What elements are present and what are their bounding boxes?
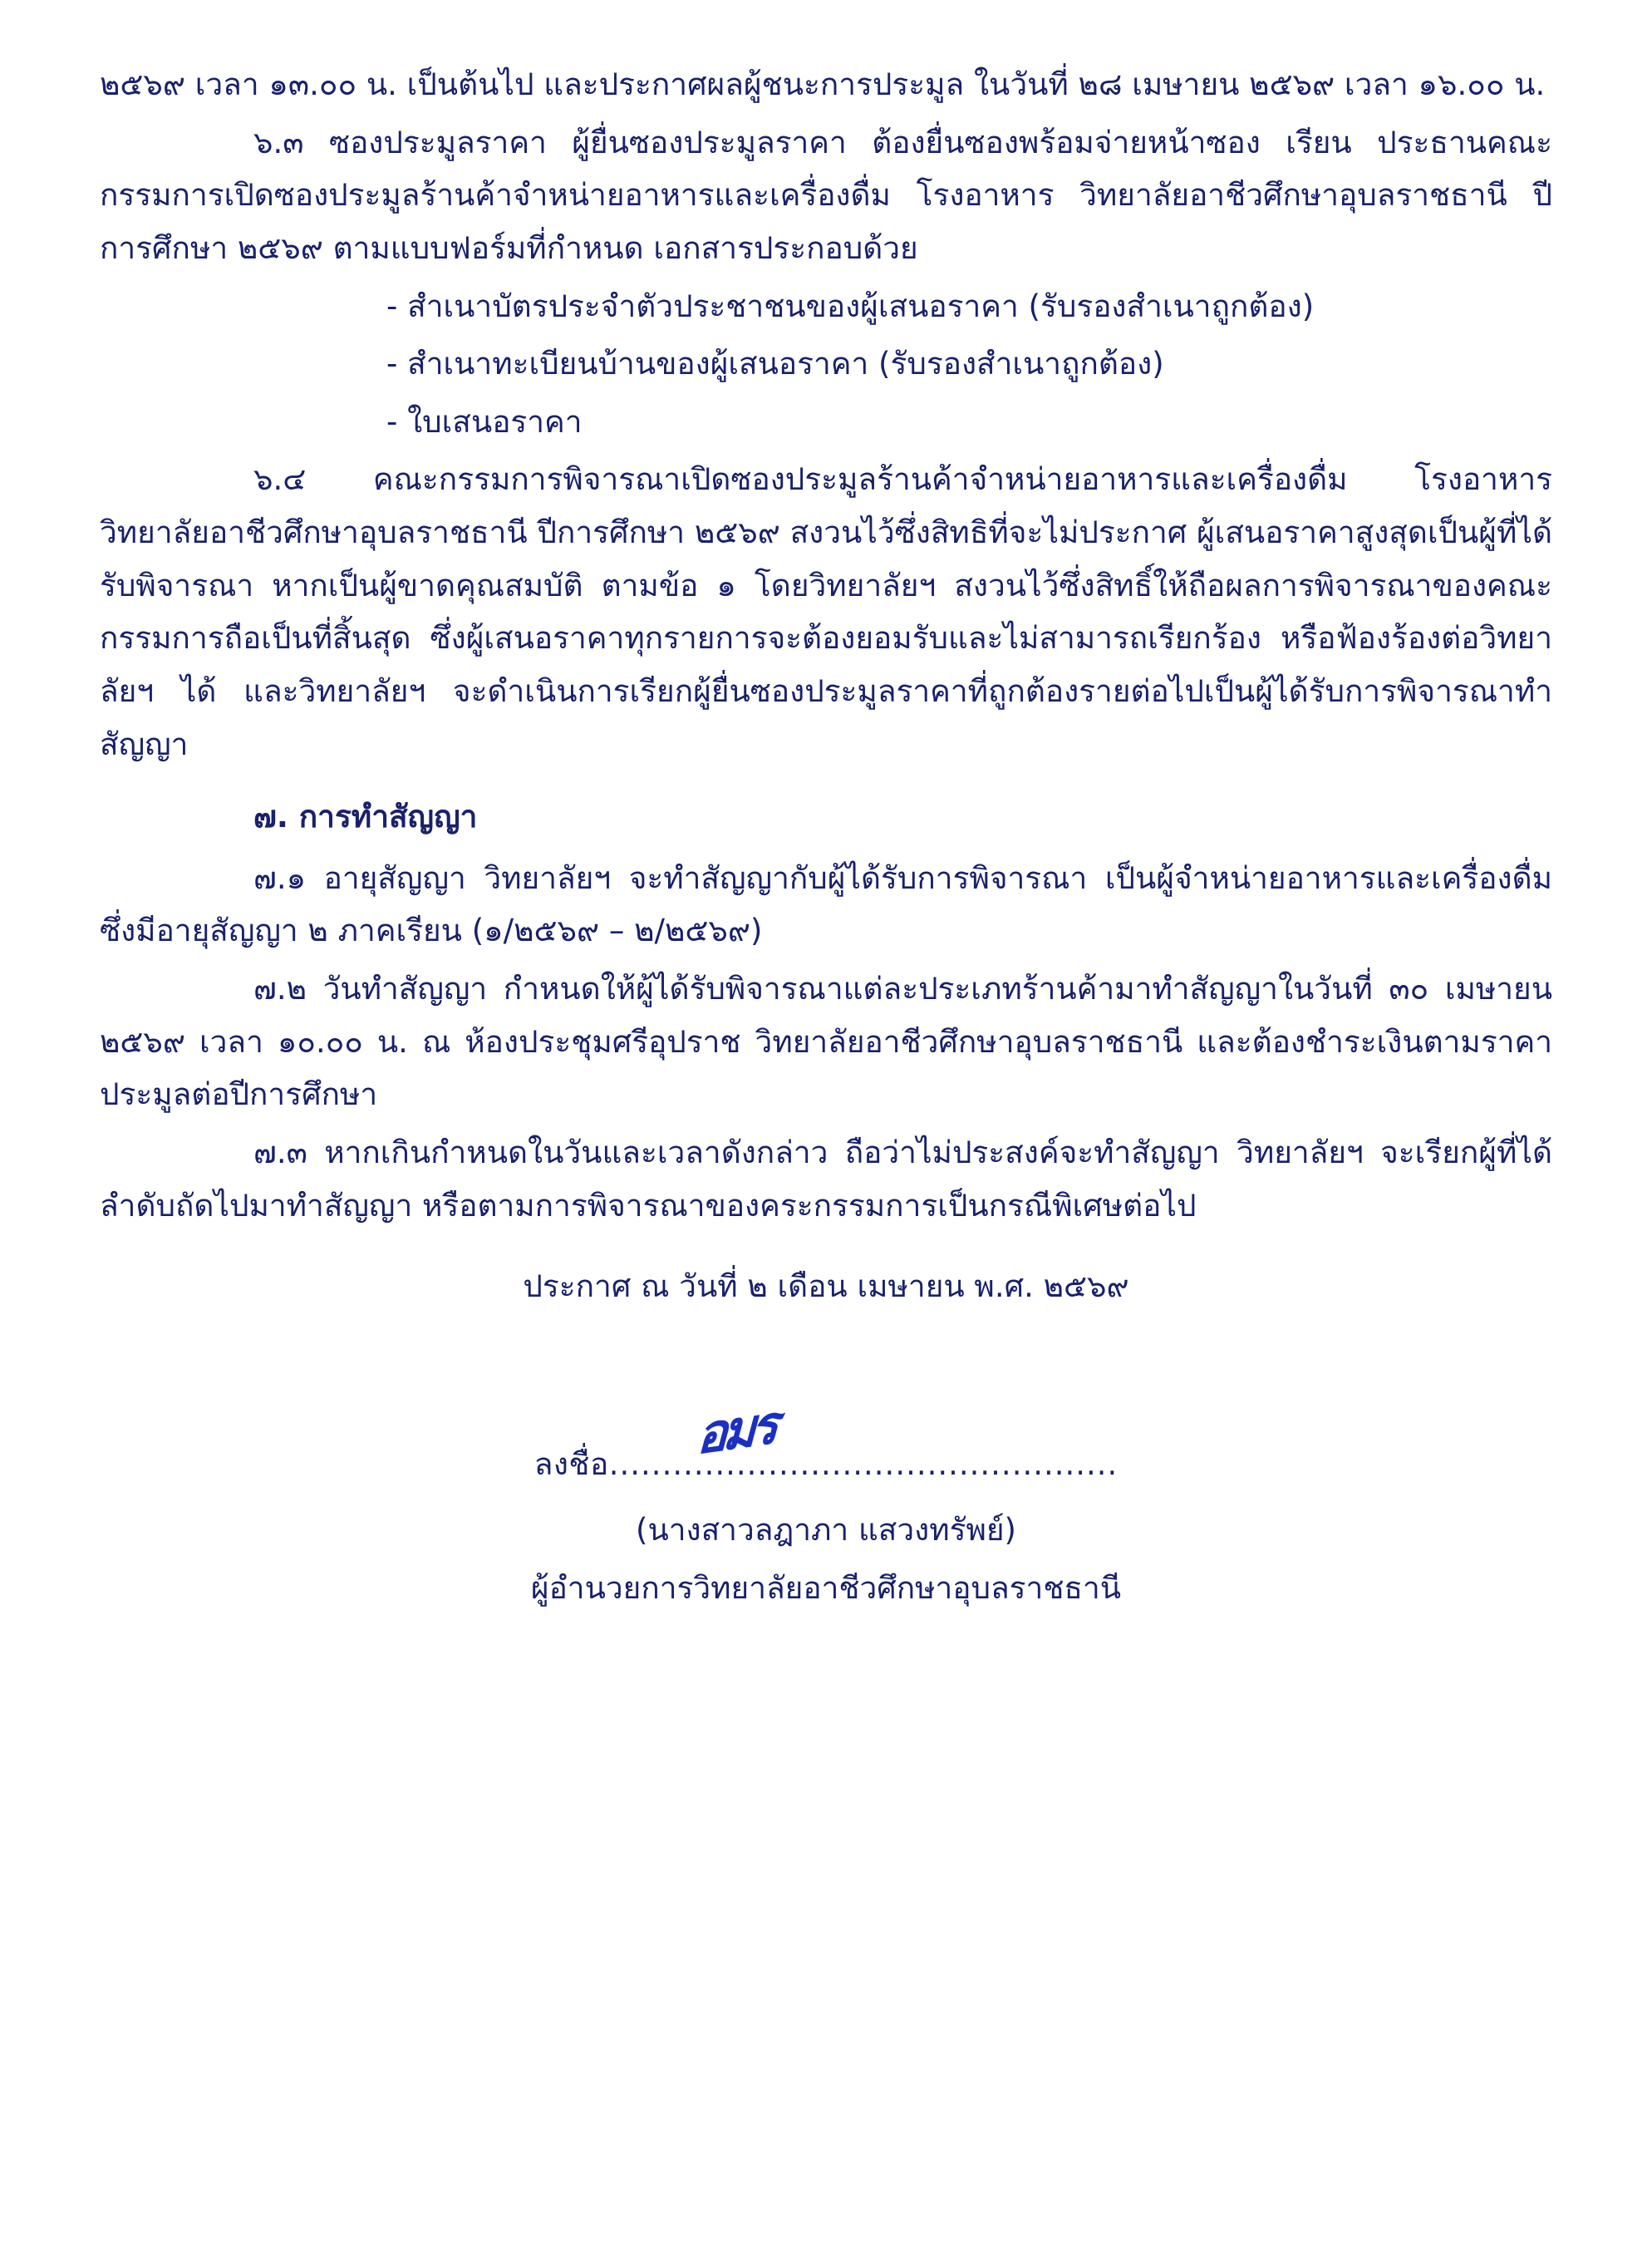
- bullet-item-id-card-copy: - สำเนาบัตรประจำตัวประชาชนของผู้เสนอราคา (รับรองสำเนาถูกต้อง): [386, 288, 1315, 324]
- paragraph-item-7-2: ๗.๒ วันทำสัญญา กำหนดให้ผู้ได้รับพิจารณาแต่ละประเภทร้านค้ามาทำสัญญาในวันที่ ๓๐ เมษายน ๒๕๖๙ เวลา ๑๐.๐๐ น. ณ ห้องประชุมศรีอุปราช วิทยาลัยอาชีวศึกษาอุบลราชธานี และต้องชำระเงินตามราคาประมูลต่อปีการศึกษา: [100, 971, 1552, 1113]
- paragraph-top-continuation: ๒๕๖๙ เวลา ๑๓.๐๐ น. เป็นต้นไป และประกาศผลผู้ชนะการประมูล ในวันที่ ๒๘ เมษายน ๒๕๖๙ เวลา ๑๖.๐๐ น.: [100, 66, 1546, 102]
- signature-dotted-line: ................................................: [608, 1445, 1119, 1482]
- paragraph-item-7-1: ๗.๑ อายุสัญญา วิทยาลัยฯ จะทำสัญญากับผู้ได้รับการพิจารณา เป็นผู้จำหน่ายอาหารและเครื่องดื่ม ซึ่งมีอายุสัญญา ๒ ภาคเรียน (๑/๒๕๖๙ – ๒/๒๕๖๙): [100, 859, 1552, 949]
- signature-label: ลงชื่อ: [533, 1445, 609, 1482]
- bullet-item-price-proposal-form: - ใบเสนอราคา: [386, 403, 583, 440]
- section-heading-7: ๗. การทำสัญญา: [253, 799, 478, 835]
- document-body: [100, 58, 1552, 1615]
- signature-line: [533, 1393, 1119, 1491]
- announcement-date: ประกาศ ณ วันที่ ๒ เดือน เมษายน พ.ศ. ๒๕๖๙: [523, 1268, 1129, 1305]
- signatory-title: ผู้อำนวยการวิทยาลัยอาชีวศึกษาอุบลราชธานี: [530, 1570, 1122, 1606]
- signature-block: [100, 1393, 1552, 1615]
- paragraph-item-7-3: ๗.๓ หากเกินกำหนดในวันและเวลาดังกล่าว ถือว่าไม่ประสงค์จะทำสัญญา วิทยาลัยฯ จะเรียกผู้ที่ได้ลำดับถัดไปมาทำสัญญา หรือตามการพิจารณาของคระกรรมการเป็นกรณีพิเศษต่อไป: [100, 1134, 1552, 1224]
- paragraph-item-6-3: ๖.๓ ซองประมูลราคา ผู้ยื่นซองประมูลราคา ต้องยื่นซองพร้อมจ่ายหน้าซอง เรียน ประธานคณะกรรมการเปิดซองประมูลร้านค้าจำหน่ายอาหารและเครื่องดื่ม โรงอาหาร วิทยาลัยอาชีวศึกษาอุบลราชธานี ปีการศึกษา ๒๕๖๙ ตามแบบฟอร์มที่กำหนด เอกสารประกอบด้วย: [100, 124, 1552, 266]
- paragraph-item-6-4: ๖.๔ คณะกรรมการพิจารณาเปิดซองประมูลร้านค้าจำหน่ายอาหารและเครื่องดื่ม โรงอาหาร วิทยาลัยอาชีวศึกษาอุบลราชธานี ปีการศึกษา ๒๕๖๙ สงวนไว้ซึ่งสิทธิที่จะไม่ประกาศ ผู้เสนอราคาสูงสุดเป็นผู้ที่ได้รับพิจารณา หากเป็นผู้ขาดคุณสมบัติ ตามข้อ ๑ โดยวิทยาลัยฯ สงวนไว้ซึ่งสิทธิ์ให้ถือผลการพิจารณาของคณะกรรมการถือเป็นที่สิ้นสุด ซึ่งผู้เสนอราคาทุกรายการจะต้องยอมรับและไม่สามารถเรียกร้อง หรือฟ้องร้องต่อวิทยาลัยฯ ได้ และวิทยาลัยฯ จะดำเนินการเรียกผู้ยื่นซองประมูลราคาที่ถูกต้องรายต่อไปเป็นผู้ได้รับการพิจารณาทำสัญญา: [100, 461, 1552, 762]
- handwritten-signature: อมร: [695, 1393, 774, 1466]
- signatory-name: (นางสาวลฎาภา แสวงทรัพย์): [636, 1512, 1016, 1549]
- bullet-item-house-registration-copy: - สำเนาทะเบียนบ้านของผู้เสนอราคา (รับรองสำเนาถูกต้อง): [386, 346, 1164, 382]
